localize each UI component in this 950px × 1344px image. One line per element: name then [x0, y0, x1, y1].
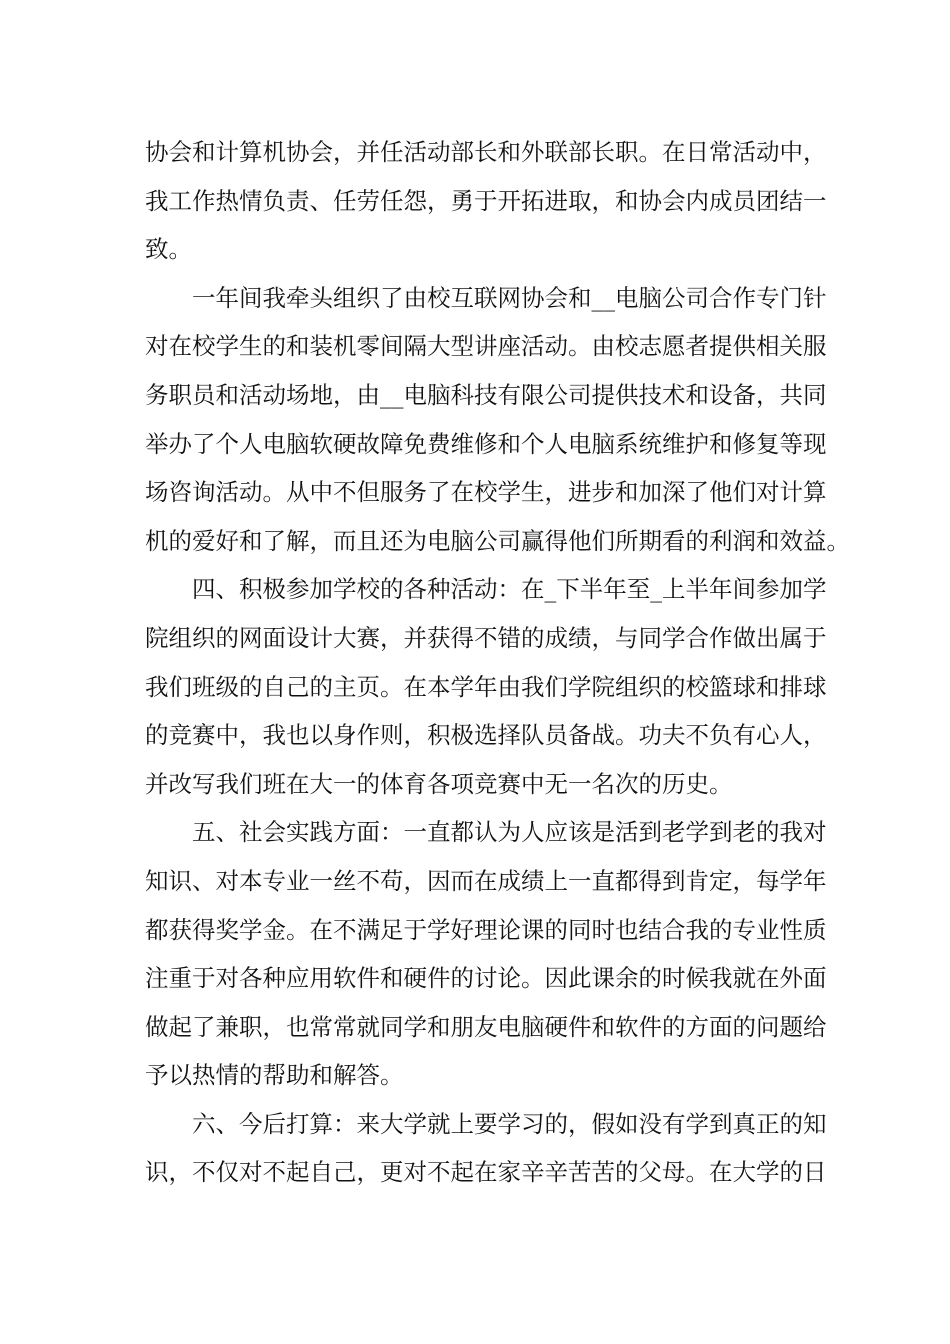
text-line: 务职员和活动场地，由__电脑科技有限公司提供技术和设备，共同 — [145, 380, 827, 409]
text-line: 院组织的网面设计大赛，并获得不错的成绩，与同学合作做出属于 — [145, 623, 827, 652]
text-line: 协会和计算机协会，并任活动部长和外联部长职。在日常活动中， — [145, 138, 827, 166]
text-line: 六、今后打算：来大学就上要学习的，假如没有学到真正的知 — [192, 1109, 827, 1138]
text-line: 并改写我们班在大一的体育各项竞赛中无一名次的历史。 — [145, 769, 733, 798]
text-line: 四、积极参加学校的各种活动：在_下半年至_上半年间参加学 — [192, 575, 827, 604]
text-line: 致。 — [145, 235, 192, 264]
text-line: 予以热情的帮助和解答。 — [145, 1061, 404, 1090]
text-line: 对在校学生的和装机零间隔大型讲座活动。由校志愿者提供相关服 — [145, 332, 827, 361]
text-line: 五、社会实践方面：一直都认为人应该是活到老学到老的我对 — [192, 818, 827, 847]
text-line: 的竞赛中，我也以身作则，积极选择队员备战。功夫不负有心人， — [145, 721, 827, 750]
text-line: 我工作热情负责、任劳任怨，勇于开拓进取，和协会内成员团结一 — [145, 186, 827, 215]
text-line: 注重于对各种应用软件和硬件的讨论。因此课余的时候我就在外面 — [145, 964, 827, 993]
text-line: 举办了个人电脑软硬故障免费维修和个人电脑系统维护和修复等现 — [145, 429, 827, 458]
text-line: 一年间我牵头组织了由校互联网协会和__电脑公司合作专门针 — [192, 283, 827, 312]
text-line: 知识、对本专业一丝不苟，因而在成绩上一直都得到肯定，每学年 — [145, 866, 827, 895]
text-line: 场咨询活动。从中不但服务了在校学生，进步和加深了他们对计算 — [145, 478, 827, 507]
text-line: 都获得奖学金。在不满足于学好理论课的同时也结合我的专业性质 — [145, 915, 827, 944]
text-line: 我们班级的自己的主页。在本学年由我们学院组织的校篮球和排球 — [145, 672, 827, 701]
text-line: 机的爱好和了解，而且还为电脑公司赢得他们所期看的利润和效益。 — [145, 526, 850, 555]
document-body — [145, 128, 850, 1197]
text-line: 做起了兼职，也常常就同学和朋友电脑硬件和软件的方面的问题给 — [145, 1012, 827, 1041]
text-line: 识，不仅对不起自己，更对不起在家辛辛苦苦的父母。在大学的日 — [145, 1158, 827, 1187]
